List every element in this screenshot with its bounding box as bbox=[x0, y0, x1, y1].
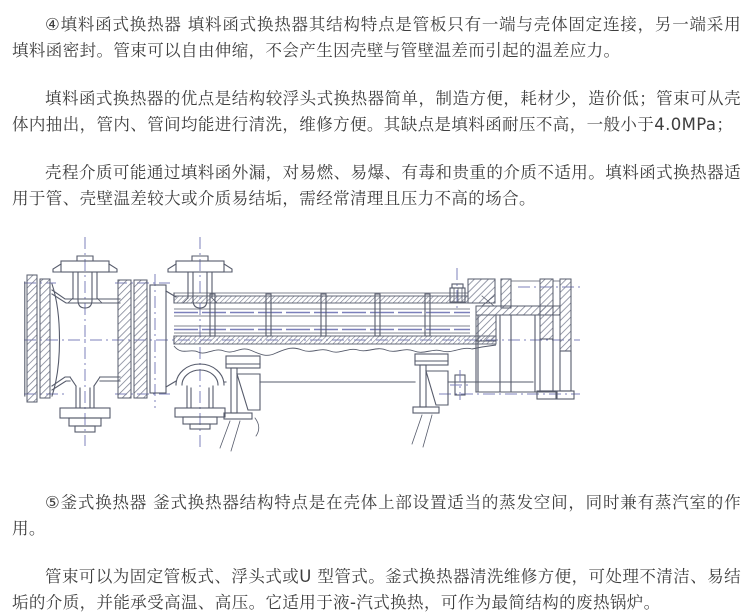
paragraph-packing-gland-intro: ④填料函式换热器 填料函式换热器其结构特点是管板只有一端与壳体固定连接，另一端采用填料函密封。管束可以自由伸缩，不会产生因壳壁与管壁温差而引起的温差应力。 bbox=[12, 15, 741, 60]
heat-exchanger-figure bbox=[24, 234, 741, 470]
paragraph-kettle-details: 管束可以为固定管板式、浮头式或U 型管式。釜式换热器清洗维修方便，可处理不清洁、易结垢的介质，并能承受高温、高压。它适用于液-汽式换热，可作为最简结构的废热锅炉。 bbox=[12, 567, 741, 612]
paragraph-packing-gland-advantages: 填料函式换热器的优点是结构较浮头式换热器简单，制造方便，耗材少，造价低；管束可从壳体内抽出，管内、管间均能进行清洗，维修方便。其缺点是填料函耐压不高，一般小于4.0MPa； bbox=[12, 89, 741, 134]
paragraph-packing-gland-applications: 壳程介质可能通过填料函外漏，对易燃、易爆、有毒和贵重的介质不适用。填料函式换热器适用于管、壳壁温差较大或介质易结垢，需经常清理且压力不高的场合。 bbox=[12, 163, 741, 208]
heat-exchanger-diagram bbox=[24, 234, 582, 466]
paragraph-kettle-intro: ⑤釜式换热器 釜式换热器结构特点是在壳体上部设置适当的蒸发空间，同时兼有蒸汽室的作用。 bbox=[12, 493, 741, 538]
